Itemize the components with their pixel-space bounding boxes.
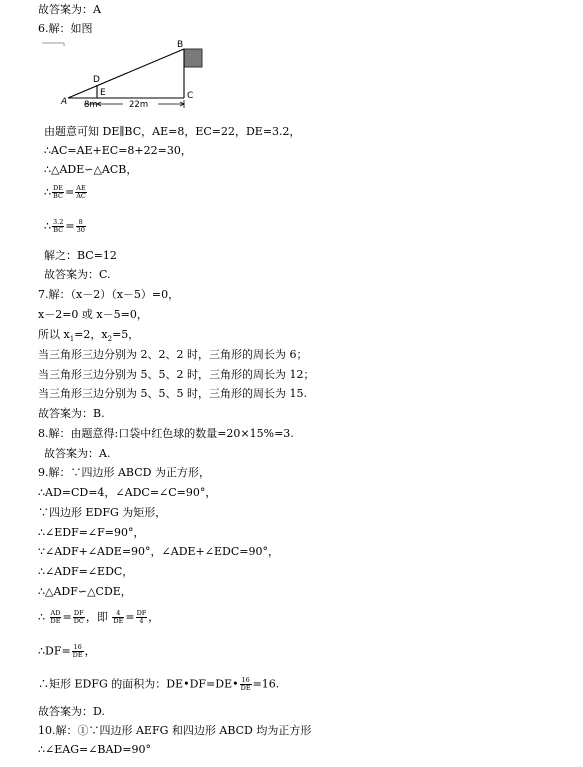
q9-line-2: ∴AD=CD=4，∠ADC=∠C=90°，	[38, 486, 217, 499]
q9-line-5: ∵∠ADF+∠ADE=90°，∠ADE+∠EDC=90°，	[38, 545, 279, 558]
q6-line-5: ∴ $\frac{3.2}{BC}$ = $\frac{8}{30}$	[44, 218, 85, 234]
q6-line-4: ∴ $\frac{DE}{BC}$ = $\frac{AE}{AC}$	[44, 184, 86, 200]
q6-answer: 故答案为：C.	[44, 268, 111, 281]
q9-line-8: ∴ $\frac{AD}{DE}$ = $\frac{DF}{DC}$ ，即 $\frac{4}{DE}$ = $\frac{DF}{4}$ ，	[38, 609, 160, 625]
q10-line-1: 10.解：①∵四边形 AEFG 和四边形 ABCD 均为正方形	[38, 724, 312, 737]
q7-line-2: x－2=0 或 x－5=0，	[38, 308, 148, 321]
q6-line-6: 解之：BC=12	[44, 249, 117, 262]
square-mark	[184, 49, 202, 67]
q8-line-1: 8.解：由题意得:口袋中红色球的数量=20×15%=3.	[38, 427, 294, 440]
label-a: A	[61, 97, 68, 107]
q6-line-1: 由题意可知 DE∥BC，AE=8，EC=22，DE=3.2，	[44, 125, 301, 138]
fraction: $\frac{16}{DE}$	[72, 643, 83, 659]
q6-heading: 6.解：如图	[38, 22, 93, 35]
q7-line-1: 7.解：（x－2）（x－5）=0，	[38, 288, 180, 301]
q7-line-3: 所以 $x_1=2$，$x_2=5$，	[38, 328, 140, 344]
q6-line-2: ∴AC=AE+EC=8+22=30，	[44, 144, 192, 157]
line-ab	[68, 49, 184, 98]
q7-line-5: 当三角形三边分别为 5、5、2 时，三角形的周长为 12；	[38, 368, 315, 381]
label-b: B	[177, 40, 184, 50]
label-ae: 8m	[84, 100, 98, 110]
fraction: $\frac{AD}{DE}$	[50, 609, 61, 625]
fraction: $\frac{3.2}{BC}$	[53, 218, 64, 234]
q9-line-4: ∴∠EDF=∠F=90°，	[38, 526, 145, 539]
fraction: $\frac{DE}{BC}$	[53, 184, 63, 200]
fraction: $\frac{4}{DE}$	[113, 609, 124, 625]
label-ec: 22m	[129, 100, 149, 110]
answer-line: 故答案为：A	[38, 3, 101, 16]
q6-line-3: ∴△ADE∽△ACB，	[44, 163, 138, 176]
q9-line-3: ∵四边形 EDFG 为矩形，	[38, 506, 167, 519]
q9-line-7: ∴△ADF∽△CDE，	[38, 585, 132, 598]
q7-line-6: 当三角形三边分别为 5、5、5 时，三角形的周长为 15.	[38, 387, 307, 400]
fraction: $\frac{16}{DE}$	[240, 676, 251, 692]
q9-line-9: ∴DF= $\frac{16}{DE}$ ，	[38, 643, 96, 659]
fraction: $\frac{DF}{DC}$	[73, 609, 84, 625]
label-c: C	[187, 91, 194, 101]
q9-line-6: ∴∠ADF=∠EDC，	[38, 565, 134, 578]
q9-answer: 故答案为：D.	[38, 705, 105, 718]
label-d: D	[93, 75, 100, 85]
q9-line-10: ∴矩形 EDFG 的面积为：DE•DF=DE• $\frac{16}{DE}$ =16.	[38, 676, 280, 692]
q7-answer: 故答案为：B.	[38, 407, 105, 420]
fraction: $\frac{8}{30}$	[76, 218, 85, 234]
q8-answer: 故答案为：A.	[44, 447, 111, 460]
q9-line-1: 9.解：∵四边形 ABCD 为正方形，	[38, 466, 210, 479]
q10-line-2: ∴∠EAG=∠BAD=90°	[38, 743, 151, 756]
q7-line-4: 当三角形三边分别为 2、2、2 时，三角形的周长为 6；	[38, 348, 308, 361]
label-e: E	[100, 88, 106, 98]
fraction: $\frac{AE}{AC}$	[76, 184, 86, 200]
fraction: $\frac{DF}{4}$	[136, 609, 147, 625]
